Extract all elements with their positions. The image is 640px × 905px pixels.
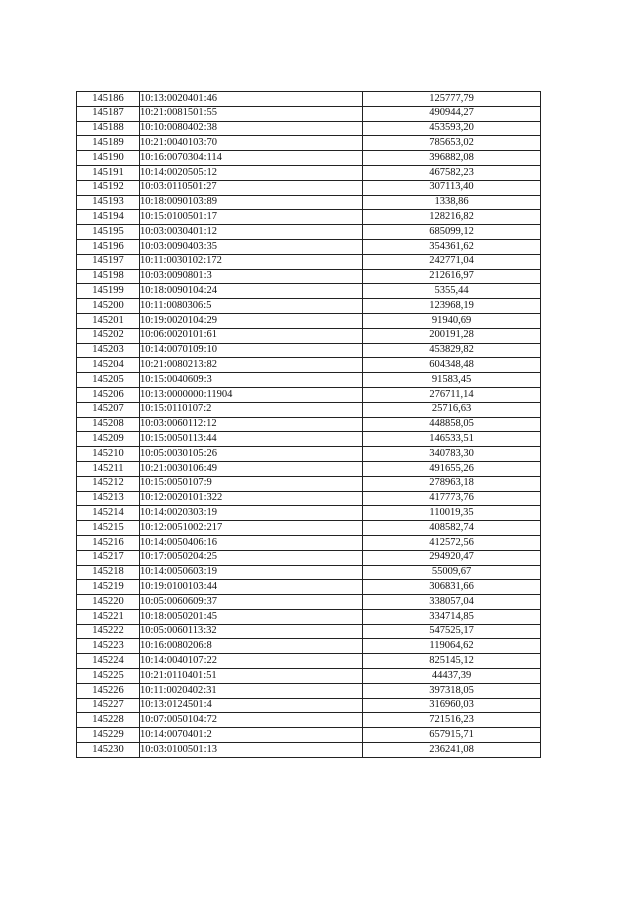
cadastral-number-cell: 10:19:0100103:44 (140, 580, 363, 595)
row-number-cell: 145224 (77, 654, 140, 669)
table-row (77, 639, 541, 654)
table-row (77, 580, 541, 595)
value-cell: 125777,79 (363, 92, 541, 107)
row-number-cell: 145226 (77, 683, 140, 698)
table-row (77, 595, 541, 610)
row-number-cell: 145192 (77, 180, 140, 195)
value-cell: 412572,56 (363, 535, 541, 550)
cadastral-number-cell: 10:03:0090801:3 (140, 269, 363, 284)
table-row (77, 92, 541, 107)
value-cell: 453593,20 (363, 121, 541, 136)
table-row (77, 743, 541, 758)
table-row (77, 476, 541, 491)
row-number-cell: 145230 (77, 743, 140, 758)
cadastral-number-cell: 10:12:0020101:322 (140, 491, 363, 506)
cadastral-number-cell: 10:10:0080402:38 (140, 121, 363, 136)
table-row (77, 106, 541, 121)
cadastral-number-cell: 10:13:0000000:11904 (140, 387, 363, 402)
row-number-cell: 145193 (77, 195, 140, 210)
row-number-cell: 145206 (77, 387, 140, 402)
table-row (77, 180, 541, 195)
row-number-cell: 145190 (77, 151, 140, 166)
value-cell: 604348,48 (363, 358, 541, 373)
table-row (77, 328, 541, 343)
row-number-cell: 145211 (77, 461, 140, 476)
cadastral-number-cell: 10:17:0050204:25 (140, 550, 363, 565)
value-cell: 396882,08 (363, 151, 541, 166)
table-row (77, 402, 541, 417)
value-cell: 354361,62 (363, 239, 541, 254)
cadastral-number-cell: 10:07:0050104:72 (140, 713, 363, 728)
table-row (77, 669, 541, 684)
table-row (77, 299, 541, 314)
table-row (77, 387, 541, 402)
cadastral-number-cell: 10:21:0081501:55 (140, 106, 363, 121)
table-row (77, 417, 541, 432)
table-row (77, 609, 541, 624)
value-cell: 1338,86 (363, 195, 541, 210)
value-cell: 91940,69 (363, 313, 541, 328)
row-number-cell: 145207 (77, 402, 140, 417)
value-cell: 236241,08 (363, 743, 541, 758)
value-cell: 417773,76 (363, 491, 541, 506)
value-cell: 119064,62 (363, 639, 541, 654)
row-number-cell: 145209 (77, 432, 140, 447)
value-cell: 276711,14 (363, 387, 541, 402)
value-cell: 467582,23 (363, 165, 541, 180)
cadastral-number-cell: 10:05:0060609:37 (140, 595, 363, 610)
row-number-cell: 145215 (77, 521, 140, 536)
cadastral-number-cell: 10:14:0020505:12 (140, 165, 363, 180)
cadastral-number-cell: 10:21:0080213:82 (140, 358, 363, 373)
value-cell: 408582,74 (363, 521, 541, 536)
table-row (77, 195, 541, 210)
cadastral-number-cell: 10:18:0090103:89 (140, 195, 363, 210)
cadastral-number-cell: 10:15:0040609:3 (140, 373, 363, 388)
table-row (77, 432, 541, 447)
cadastral-number-cell: 10:14:0050406:16 (140, 535, 363, 550)
cadastral-number-cell: 10:03:0090403:35 (140, 239, 363, 254)
row-number-cell: 145200 (77, 299, 140, 314)
cadastral-number-cell: 10:05:0030105:26 (140, 447, 363, 462)
value-cell: 128216,82 (363, 210, 541, 225)
cadastral-number-cell: 10:21:0030106:49 (140, 461, 363, 476)
value-cell: 294920,47 (363, 550, 541, 565)
row-number-cell: 145217 (77, 550, 140, 565)
cadastral-number-cell: 10:14:0070401:2 (140, 728, 363, 743)
row-number-cell: 145191 (77, 165, 140, 180)
row-number-cell: 145187 (77, 106, 140, 121)
cadastral-number-cell: 10:13:0020401:46 (140, 92, 363, 107)
table-body (77, 92, 541, 758)
row-number-cell: 145202 (77, 328, 140, 343)
value-cell: 491655,26 (363, 461, 541, 476)
table-row (77, 165, 541, 180)
value-cell: 306831,66 (363, 580, 541, 595)
row-number-cell: 145205 (77, 373, 140, 388)
row-number-cell: 145221 (77, 609, 140, 624)
table-row (77, 506, 541, 521)
cadastral-number-cell: 10:03:0100501:13 (140, 743, 363, 758)
row-number-cell: 145218 (77, 565, 140, 580)
row-number-cell: 145210 (77, 447, 140, 462)
cadastral-number-cell: 10:11:0030102:172 (140, 254, 363, 269)
cadastral-number-cell: 10:15:0050113:44 (140, 432, 363, 447)
value-cell: 212616,97 (363, 269, 541, 284)
cadastral-number-cell: 10:11:0020402:31 (140, 683, 363, 698)
table-row (77, 654, 541, 669)
table-row (77, 210, 541, 225)
cadastral-number-cell: 10:03:0110501:27 (140, 180, 363, 195)
value-cell: 657915,71 (363, 728, 541, 743)
table-row (77, 151, 541, 166)
cadastral-number-cell: 10:06:0020101:61 (140, 328, 363, 343)
row-number-cell: 145201 (77, 313, 140, 328)
value-cell: 316960,03 (363, 698, 541, 713)
table-row (77, 313, 541, 328)
table-row (77, 136, 541, 151)
row-number-cell: 145225 (77, 669, 140, 684)
cadastral-number-cell: 10:19:0020104:29 (140, 313, 363, 328)
value-cell: 453829,82 (363, 343, 541, 358)
row-number-cell: 145222 (77, 624, 140, 639)
row-number-cell: 145213 (77, 491, 140, 506)
row-number-cell: 145220 (77, 595, 140, 610)
row-number-cell: 145186 (77, 92, 140, 107)
row-number-cell: 145188 (77, 121, 140, 136)
table-row (77, 358, 541, 373)
row-number-cell: 145195 (77, 225, 140, 240)
row-number-cell: 145198 (77, 269, 140, 284)
row-number-cell: 145214 (77, 506, 140, 521)
value-cell: 397318,05 (363, 683, 541, 698)
row-number-cell: 145219 (77, 580, 140, 595)
table-row (77, 254, 541, 269)
table-row (77, 713, 541, 728)
table-row (77, 239, 541, 254)
value-cell: 55009,67 (363, 565, 541, 580)
value-cell: 44437,39 (363, 669, 541, 684)
value-cell: 340783,30 (363, 447, 541, 462)
value-cell: 25716,63 (363, 402, 541, 417)
cadastral-number-cell: 10:15:0050107:9 (140, 476, 363, 491)
value-cell: 785653,02 (363, 136, 541, 151)
cadastral-number-cell: 10:12:0051002:217 (140, 521, 363, 536)
cadastral-number-cell: 10:21:0040103:70 (140, 136, 363, 151)
cadastral-number-cell: 10:14:0040107:22 (140, 654, 363, 669)
cadastral-number-cell: 10:03:0030401:12 (140, 225, 363, 240)
table-row (77, 461, 541, 476)
table-row (77, 121, 541, 136)
cadastral-number-cell: 10:03:0060112:12 (140, 417, 363, 432)
value-cell: 307113,40 (363, 180, 541, 195)
value-cell: 721516,23 (363, 713, 541, 728)
value-cell: 547525,17 (363, 624, 541, 639)
value-cell: 490944,27 (363, 106, 541, 121)
value-cell: 825145,12 (363, 654, 541, 669)
value-cell: 146533,51 (363, 432, 541, 447)
cadastral-number-cell: 10:14:0020303:19 (140, 506, 363, 521)
table-row (77, 683, 541, 698)
cadastral-number-cell: 10:15:0110107:2 (140, 402, 363, 417)
cadastral-number-cell: 10:18:0050201:45 (140, 609, 363, 624)
table-row (77, 284, 541, 299)
value-cell: 110019,35 (363, 506, 541, 521)
table-row (77, 269, 541, 284)
cadastral-number-cell: 10:18:0090104:24 (140, 284, 363, 299)
table-row (77, 565, 541, 580)
table-row (77, 225, 541, 240)
table-row (77, 491, 541, 506)
row-number-cell: 145203 (77, 343, 140, 358)
row-number-cell: 145227 (77, 698, 140, 713)
row-number-cell: 145228 (77, 713, 140, 728)
cadastral-number-cell: 10:16:0080206:8 (140, 639, 363, 654)
cadastral-number-cell: 10:05:0060113:32 (140, 624, 363, 639)
row-number-cell: 145216 (77, 535, 140, 550)
row-number-cell: 145194 (77, 210, 140, 225)
row-number-cell: 145189 (77, 136, 140, 151)
cadastral-number-cell: 10:13:0124501:4 (140, 698, 363, 713)
value-cell: 334714,85 (363, 609, 541, 624)
cadastral-number-cell: 10:11:0080306:5 (140, 299, 363, 314)
table-row (77, 343, 541, 358)
table-row (77, 550, 541, 565)
table-row (77, 447, 541, 462)
table-row (77, 373, 541, 388)
row-number-cell: 145199 (77, 284, 140, 299)
row-number-cell: 145204 (77, 358, 140, 373)
cadastral-number-cell: 10:14:0050603:19 (140, 565, 363, 580)
value-cell: 448858,05 (363, 417, 541, 432)
cadastral-table (76, 91, 541, 758)
value-cell: 200191,28 (363, 328, 541, 343)
row-number-cell: 145229 (77, 728, 140, 743)
value-cell: 242771,04 (363, 254, 541, 269)
row-number-cell: 145197 (77, 254, 140, 269)
table-row (77, 521, 541, 536)
cadastral-number-cell: 10:16:0070304:114 (140, 151, 363, 166)
value-cell: 5355,44 (363, 284, 541, 299)
row-number-cell: 145196 (77, 239, 140, 254)
table-row (77, 698, 541, 713)
row-number-cell: 145212 (77, 476, 140, 491)
value-cell: 685099,12 (363, 225, 541, 240)
value-cell: 91583,45 (363, 373, 541, 388)
cadastral-number-cell: 10:21:0110401:51 (140, 669, 363, 684)
row-number-cell: 145223 (77, 639, 140, 654)
table-row (77, 728, 541, 743)
row-number-cell: 145208 (77, 417, 140, 432)
value-cell: 338057,04 (363, 595, 541, 610)
table-row (77, 624, 541, 639)
cadastral-number-cell: 10:14:0070109:10 (140, 343, 363, 358)
value-cell: 123968,19 (363, 299, 541, 314)
value-cell: 278963,18 (363, 476, 541, 491)
table-row (77, 535, 541, 550)
cadastral-number-cell: 10:15:0100501:17 (140, 210, 363, 225)
